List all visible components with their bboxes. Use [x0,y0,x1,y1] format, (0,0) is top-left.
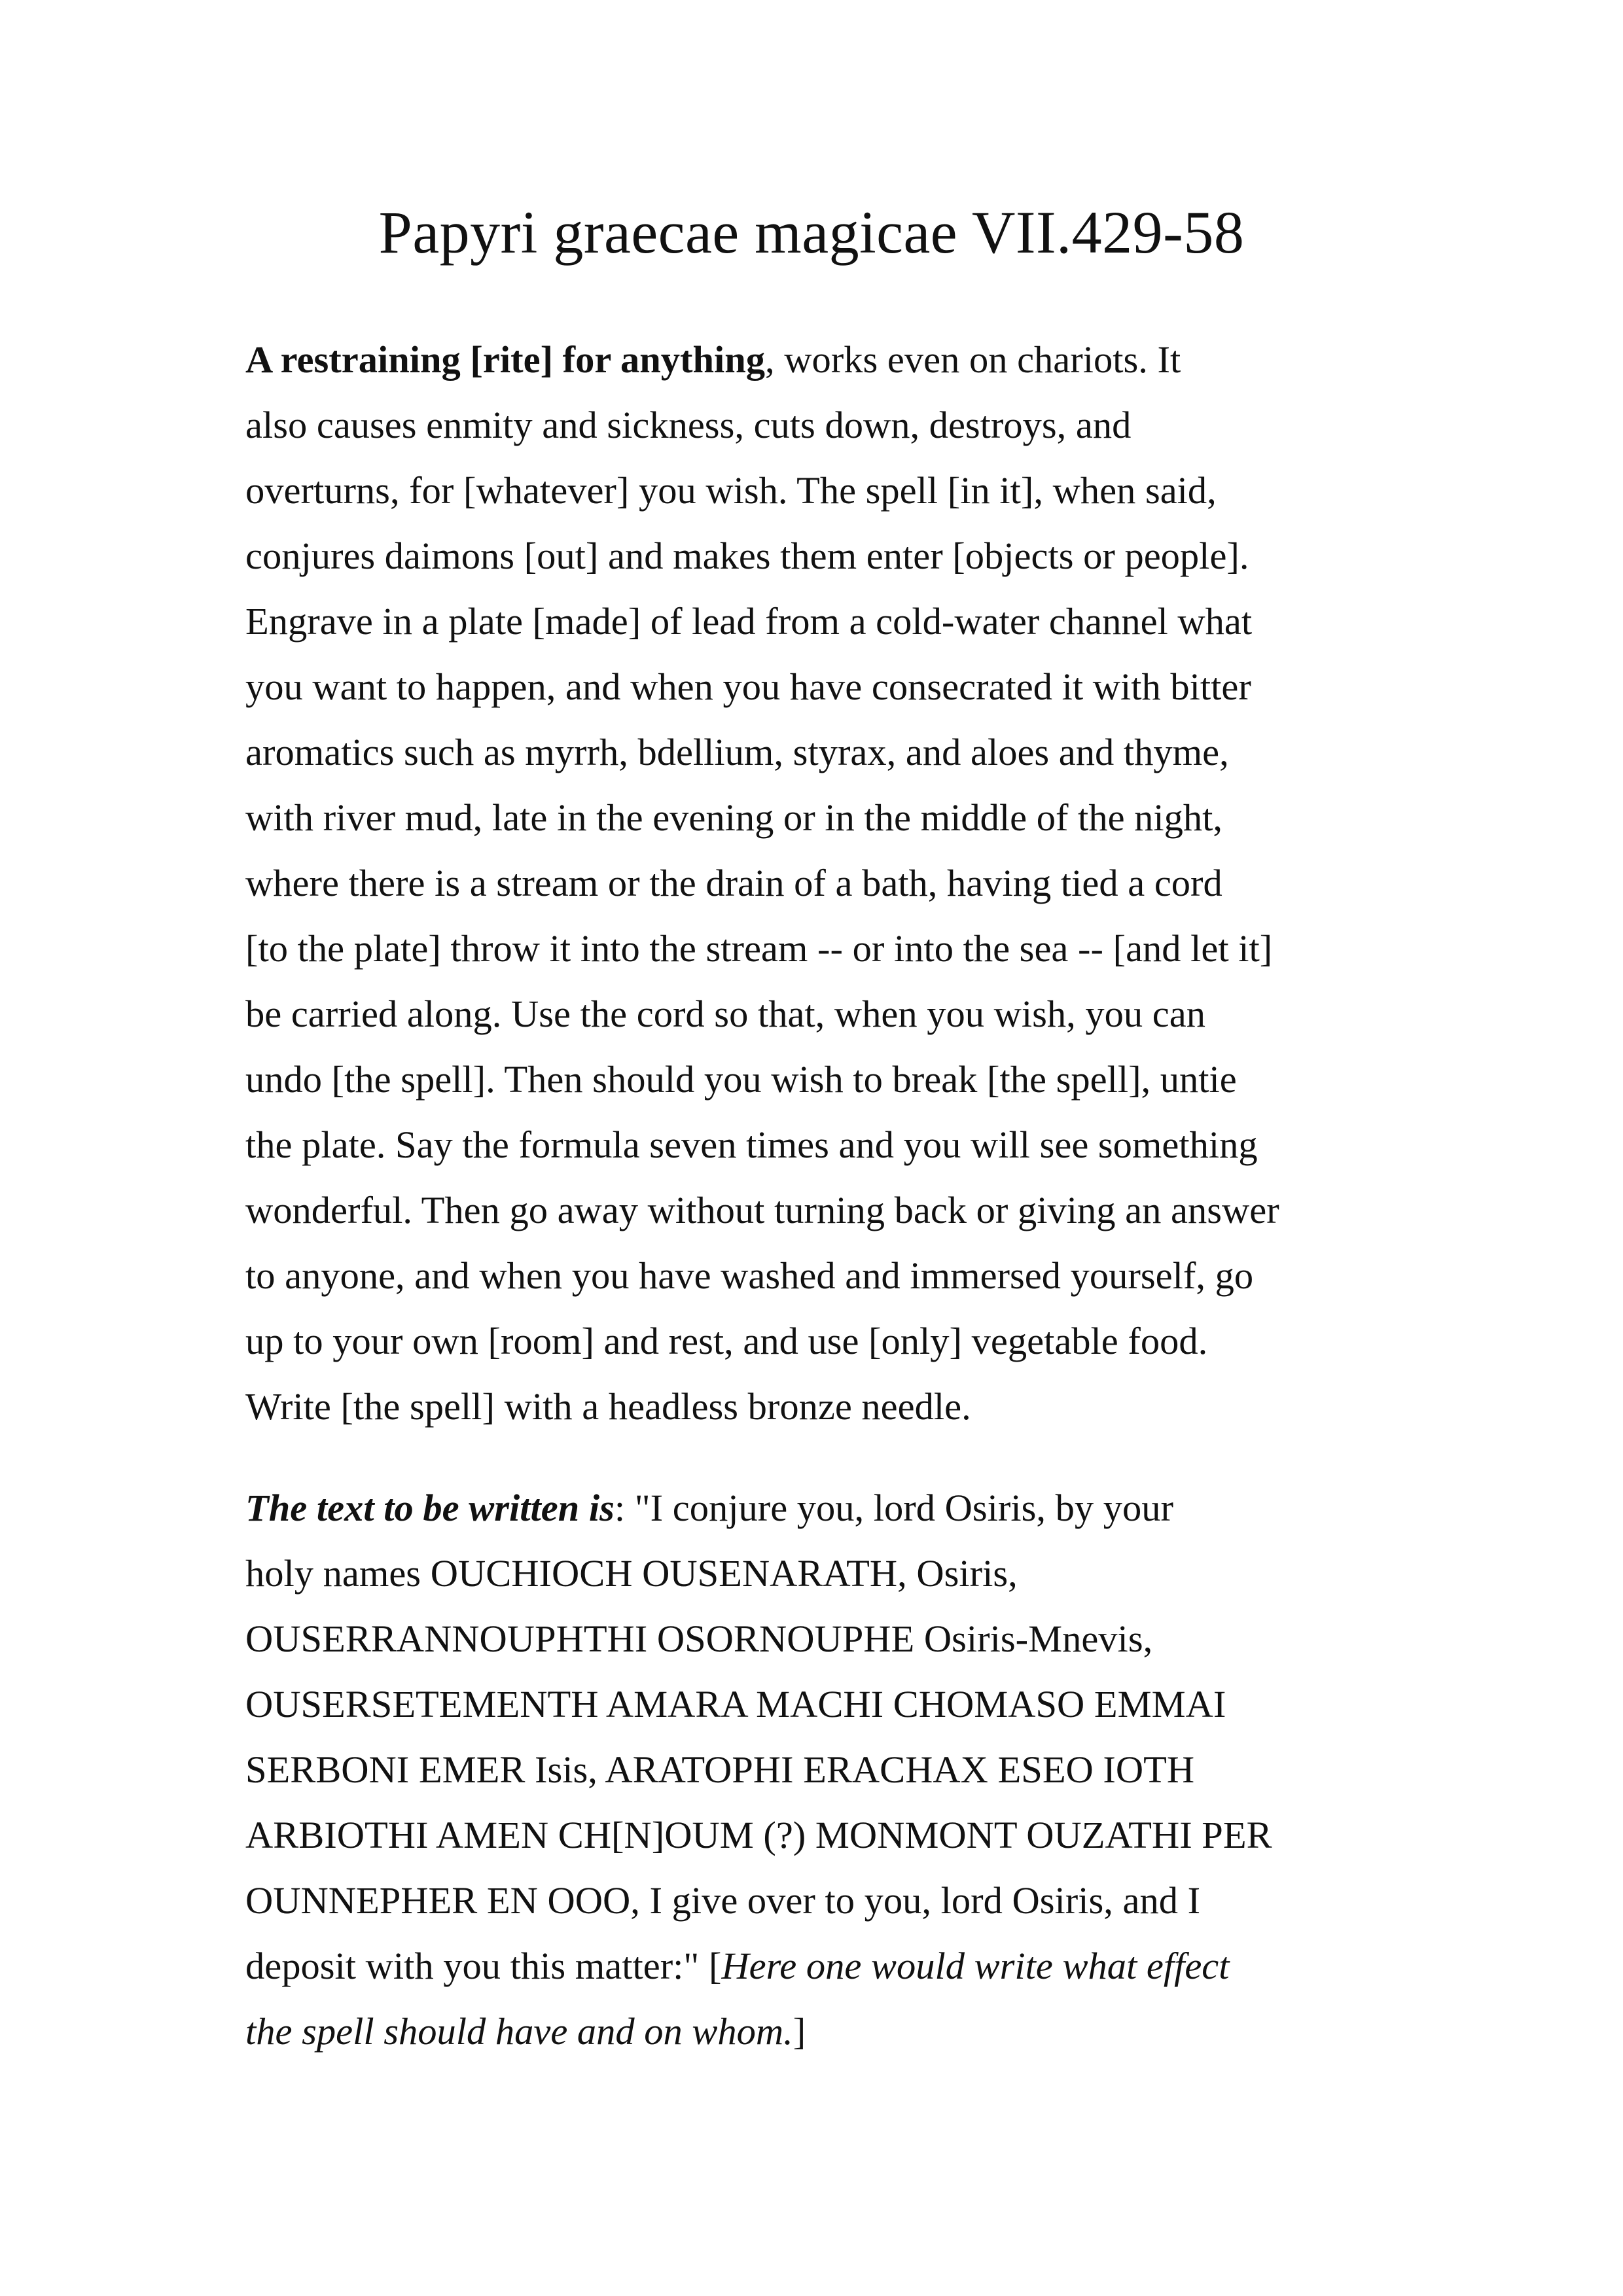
text-line: overturns, for [whatever] you wish. The spell [in it], when said, [245,469,1217,512]
text-line: you want to happen, and when you have consecrated it with bitter [245,665,1251,708]
paragraph-lead-heading: The text to be written is [245,1487,615,1529]
text-line: up to your own [room] and rest, and use [only] vegetable food. [245,1320,1208,1362]
text-line: Write [the spell] with a headless bronze needle. [245,1385,971,1428]
paragraph-lead-heading: A restraining [rite] for anything [245,338,766,381]
text-line [245,327,1410,393]
text-line: undo [the spell]. Then should you wish to break [the spell], untie [245,1058,1237,1101]
paragraph-text-to-be-written [245,1475,1410,2064]
text-line: aromatics such as myrrh, bdellium, styrax, and aloes and thyme, [245,731,1229,773]
text-line [245,1934,1410,1999]
text-line: to anyone, and when you have washed and immersed yourself, go [245,1254,1254,1297]
editorial-note: the spell should have and on whom. [245,2010,793,2053]
text-line [245,1999,1410,2064]
text-line: also causes enmity and sickness, cuts down, destroys, and [245,404,1132,446]
text-line: OUSERSETEMENTH AMARA MACHI CHOMASO EMMAI [245,1683,1226,1725]
page-title: Papyri graecae magicae VII.429-58 [378,199,1245,266]
text-line: where there is a stream or the drain of a bath, having tied a cord [245,862,1222,904]
text-line: wonderful. Then go away without turning back or giving an answer [245,1189,1279,1231]
text-line: SERBONI EMER Isis, ARATOPHI ERACHAX ESEO IOTH [245,1748,1195,1791]
text-segment: deposit with you this matter:" [ [245,1945,722,1987]
text-line [245,1475,1410,1541]
text-segment: : "I conjure you, lord Osiris, by your [614,1487,1174,1529]
text-line: OUNNEPHER EN OOO, I give over to you, lord Osiris, and I [245,1879,1201,1922]
text-line: ARBIOTHI AMEN CH[N]OUM (?) MONMONT OUZATHI PER [245,1814,1272,1856]
text-segment: , works even on chariots. It [765,338,1181,381]
text-line: [to the plate] throw it into the stream -- or into the sea -- [and let it] [245,927,1273,970]
text-line: Engrave in a plate [made] of lead from a cold-water channel what [245,600,1253,643]
text-line: be carried along. Use the cord so that, when you wish, you can [245,993,1205,1035]
text-line: conjures daimons [out] and makes them enter [objects or people]. [245,535,1249,577]
paragraph-restraining-rite [245,327,1410,1439]
text-segment: ] [793,2010,806,2053]
text-line: OUSERRANNOUPHTHI OSORNOUPHE Osiris-Mnevis, [245,1617,1153,1660]
text-line: holy names OUCHIOCH OUSENARATH, Osiris, [245,1552,1018,1595]
text-line: the plate. Say the formula seven times and you will see something [245,1123,1258,1166]
text-line: with river mud, late in the evening or in the middle of the night, [245,796,1223,839]
editorial-note: Here one would write what effect [721,1945,1230,1987]
